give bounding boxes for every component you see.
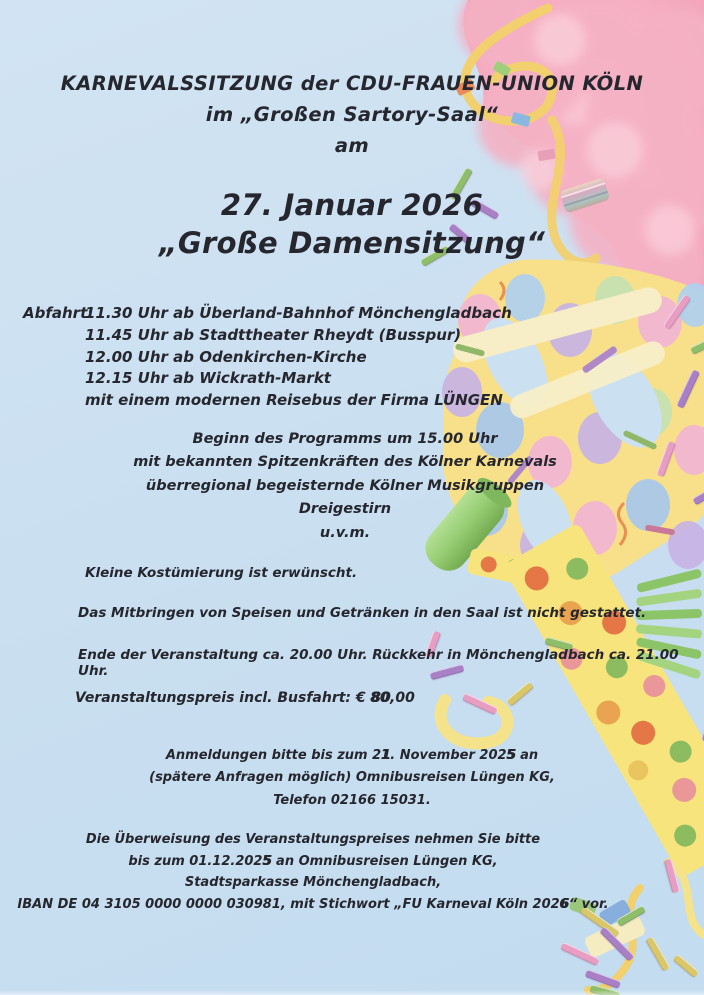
program-line: u.v.m. bbox=[319, 524, 371, 541]
note-end-time: Ende der Veranstaltung ca. 20.00 Uhr. Rückkehr in Mönchengladbach ca. 21.00 Uhr. bbox=[78, 647, 679, 679]
departure-stop: mit einem modernen Reisebus der Firma LÜNGEN bbox=[85, 391, 503, 410]
program-line: Beginn des Programms um 15.00 Uhr bbox=[192, 431, 498, 447]
note-costume: Kleine Kostümierung ist erwünscht. bbox=[85, 565, 358, 581]
flyer-header bbox=[0, 68, 704, 161]
registration-phone: Telefon 02166 15031. bbox=[273, 792, 431, 808]
payment-line1: Die Überweisung des Veranstaltungspreises nehmen Sie bitte bbox=[85, 832, 541, 847]
departure-block bbox=[23, 303, 512, 412]
header-line1: KARNEVALSSITZUNG der CDU-FRAUEN-UNION KÖLN bbox=[60, 72, 644, 95]
program-line: mit bekannten Spitzenkräften des Kölner Karnevals bbox=[133, 454, 557, 471]
departure-stop: 12.15 Uhr ab Wickrath-Markt bbox=[85, 369, 331, 388]
program-line: Dreigestirn bbox=[298, 501, 392, 518]
program-block bbox=[0, 428, 690, 545]
departure-stop: 11.30 Uhr ab Überland-Bahnhof Mönchengladbach bbox=[85, 304, 512, 322]
departure-stop: 11.45 Uhr ab Stadttheater Rheydt (Busspur) bbox=[85, 325, 462, 344]
departure-label: Abfahrt: bbox=[23, 304, 94, 322]
event-title: „Große Damensitzung“ bbox=[158, 226, 546, 260]
price-line: Veranstaltungspreis incl. Busfahrt: € 80,00 bbox=[75, 690, 415, 706]
payment-line2: bis zum 01.12.2025 an Omnibusreisen Lüngen KG, bbox=[128, 853, 498, 869]
registration-deadline: Anmeldungen bitte bis zum 21. November 2025 an bbox=[165, 748, 539, 763]
event-date: 27. Januar 2026 bbox=[220, 188, 484, 222]
note-food: Das Mitbringen von Speisen und Getränken in den Saal ist nicht gestattet. bbox=[78, 605, 647, 621]
departure-stop: 12.00 Uhr ab Odenkirchen-Kirche bbox=[85, 347, 367, 366]
header-line3: am bbox=[334, 134, 370, 157]
event-date-block bbox=[0, 186, 704, 262]
registration-block bbox=[0, 745, 704, 812]
header-line2: im „Großen Sartory-Saal“ bbox=[205, 103, 499, 126]
payment-line3: Stadtsparkasse Mönchengladbach, bbox=[184, 875, 442, 891]
registration-contact: (spätere Anfragen möglich) Omnibusreisen Lüngen KG, bbox=[149, 770, 555, 786]
paper-edge bbox=[0, 990, 704, 995]
program-line: überregional begeisternde Kölner Musikgruppen bbox=[145, 477, 545, 494]
payment-block bbox=[0, 829, 626, 916]
payment-iban: IBAN DE 04 3105 0000 0000 030981, mit Stichwort „FU Karneval Köln 2026“ vor. bbox=[17, 897, 609, 913]
